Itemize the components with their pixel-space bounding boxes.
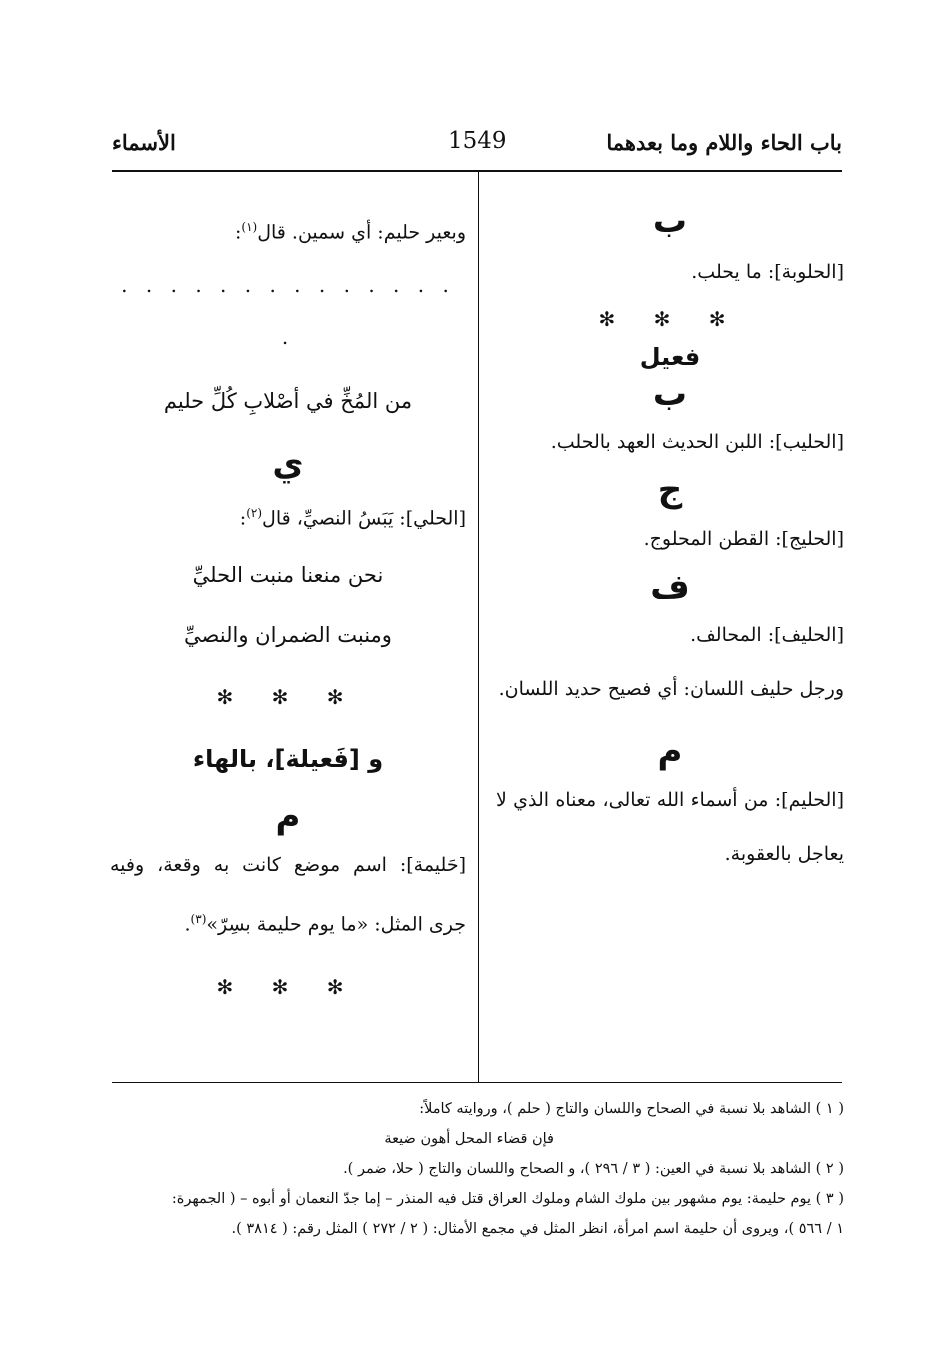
letter-heading-ya: ي	[272, 444, 304, 485]
footnote-rule	[112, 1082, 842, 1083]
entry-haleeb: [الحليب]: اللبن الحديث العهد بالحلب.	[550, 431, 844, 453]
left-column	[110, 200, 466, 1001]
section-stars: ✻ ✻ ✻	[598, 306, 742, 331]
entry-ba3eer-colon: :	[234, 221, 242, 244]
running-head-section: الأسماء	[112, 130, 176, 155]
verse-line-2a: نحن منعنا منبت الحليِّ	[192, 563, 384, 588]
entry-ba3eer	[110, 200, 466, 259]
entry-haleem: [الحليم]: من أسماء الله تعالى، معناه الذي لا يعاجل بالعقوبة.	[496, 788, 844, 865]
footnote-1: ( ١ ) الشاهد بلا نسبة في الصحاح واللسان والتاج ( حلم )، وروايته كاملاً:	[419, 1101, 844, 1117]
entry-hali-colon: :	[239, 507, 247, 530]
right-column	[496, 200, 844, 881]
footnote-3-line-1: ( ٣ ) يوم حليمة: يوم مشهور بين ملوك الشام وملوك العراق قتل فيه المنذر – إما جدّ النعمان أو أبوه – ( الجمهرة:	[171, 1191, 844, 1207]
letter-heading-fa: ف	[650, 566, 690, 607]
verse-line-1: من المُخِّ في أصْلابِ كُلِّ حليم	[163, 389, 413, 414]
header-rule	[112, 170, 842, 172]
entry-halouba: [الحلوبة]: ما يحلب.	[691, 260, 844, 283]
letter-heading-meem-2: م	[275, 796, 301, 837]
entry-haleef: [الحليف]: المحالف.	[690, 624, 844, 646]
entry-hali	[110, 486, 466, 545]
entry-haleef-lisan: ورجل حليف اللسان: أي فصيح حديد اللسان.	[498, 678, 844, 700]
entry-haleema-period: .	[184, 912, 191, 935]
letter-heading-jeem: ج	[657, 470, 683, 510]
entry-haleej: [الحليج]: القطن المحلوج.	[643, 527, 844, 550]
footnote-1-verse: فإن قضاء المحل أهون ضيعة	[384, 1131, 554, 1147]
running-head-chapter: باب الحاء واللام وما بعدهما	[606, 130, 842, 155]
footnotes	[104, 1094, 844, 1244]
footnote-3-line-2: ١ / ٥٦٦ )، ويروى أن حليمة اسم امرأة، انظر المثل في مجمع الأمثال: ( ٢ / ٢٧٢ ) المثل رقم: ( ٣٨١٤ ).	[231, 1221, 844, 1237]
section-stars-2: ✻ ✻ ✻	[216, 685, 360, 710]
section-stars-3: ✻ ✻ ✻	[216, 974, 360, 999]
heading-fa3eela: و [فَعيلة]، بالهاء	[192, 745, 384, 774]
column-divider	[478, 172, 479, 1082]
entry-haleema-text: [حَليمة]: اسم موضع كانت به وقعة، وفيه جرى المثل: «ما يوم حليمة بسِرّ»	[110, 853, 466, 935]
footnote-ref-2[interactable]: (٢)	[246, 505, 263, 520]
verse-ellipsis: . . . . . . . . . . . . . . .	[121, 273, 455, 350]
heading-fa3eel: فعيل	[639, 342, 701, 371]
entry-hali-text: [الحلي]: يَبَسُ النصيِّ، قال	[262, 507, 466, 530]
letter-heading-ba-2: ب	[652, 373, 688, 414]
page-number: 1549	[448, 128, 507, 154]
entry-haleema	[110, 838, 466, 951]
footnote-ref-1[interactable]: (١)	[241, 220, 258, 234]
footnote-2: ( ٢ ) الشاهد بلا نسبة في العين: ( ٣ / ٢٩٦ )، و الصحاح واللسان والتاج ( حلا، ضمر ).	[343, 1161, 844, 1177]
footnote-ref-3[interactable]: (٣)	[190, 911, 207, 926]
letter-heading-ba: ب	[652, 201, 688, 241]
entry-ba3eer-text: وبعير حليم: أي سمين. قال	[257, 221, 466, 244]
letter-heading-meem: م	[657, 731, 683, 771]
verse-line-2b: ومنبت الضمران والنصيِّ	[184, 623, 392, 648]
